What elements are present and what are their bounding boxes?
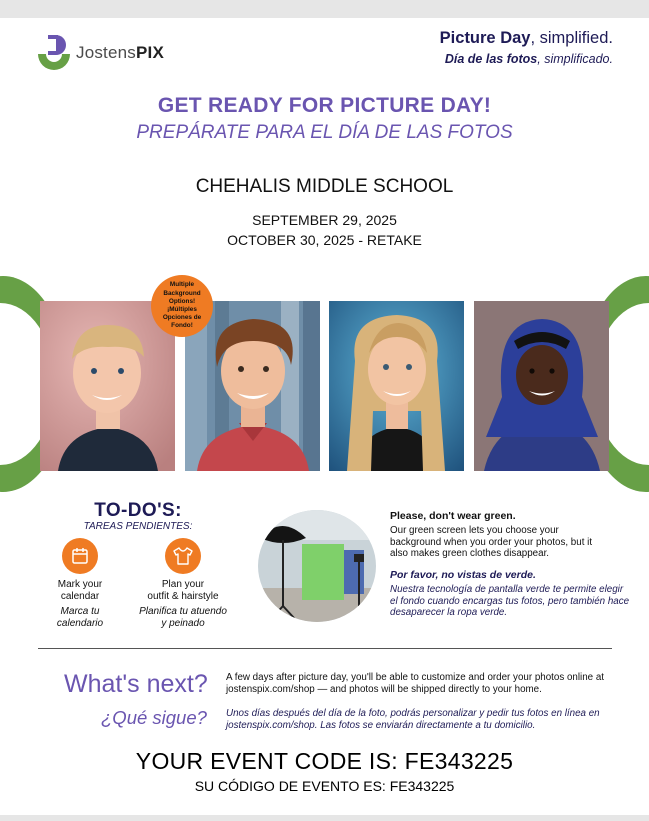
sample-portrait-1 <box>40 301 175 471</box>
todo-item-1-es: Marca tu calendario <box>56 606 104 629</box>
sample-portrait-4 <box>474 301 609 471</box>
green-screen-studio-photo <box>258 510 376 622</box>
no-green-heading: Please, don't wear green. <box>390 510 516 522</box>
todo-item-2-es: Planifica tu atuendo y peinado <box>139 606 227 629</box>
event-code-es: SU CÓDIGO DE EVENTO ES: FE343225 <box>194 778 455 794</box>
no-green-body: Our green screen lets you choose your background when you order your photos, but it also makes green clothes disappear. <box>390 525 593 560</box>
sample-portrait-3 <box>329 301 464 471</box>
page-title: GET READY FOR PICTURE DAY! <box>157 94 492 117</box>
logo-wordmark: JostensPIX <box>76 43 165 62</box>
picture-day-date: SEPTEMBER 29, 2025 <box>252 212 397 228</box>
tagline-es: Día de las fotos, simplificado. <box>444 52 613 66</box>
divider <box>38 648 612 649</box>
flyer-page <box>0 18 649 815</box>
jostens-logo-icon <box>36 34 72 74</box>
todo-title: TO-DO'S: <box>94 500 182 521</box>
todo-subtitle: TAREAS PENDIENTES: <box>83 521 193 532</box>
whats-next-heading: What's next? <box>64 670 208 698</box>
jostenspix-logo <box>36 34 176 74</box>
tagline-en: Picture Day, simplified. <box>439 29 613 47</box>
todo-item-1-en: Mark your calendar <box>57 579 103 602</box>
shirt-icon <box>165 538 201 574</box>
whats-next-body-es: Unos días después del día de la foto, podrás personalizar y pedir tus fotos en línea en jostenspix.com/shop. Las fotos se enviarán directamente a tu domicilio. <box>226 708 600 732</box>
retake-date: OCTOBER 30, 2025 - RETAKE <box>227 232 422 248</box>
no-green-heading-es: Por favor, no vistas de verde. <box>390 569 536 581</box>
page-title-es: PREPÁRATE PARA EL DÍA DE LAS FOTOS <box>136 122 513 143</box>
event-code: YOUR EVENT CODE IS: FE343225 <box>135 748 514 774</box>
no-green-body-es: Nuestra tecnología de pantalla verde te permite elegir el fondo cuando encargas tus fotos, pero también hace desaparecer la ropa verde. <box>390 584 630 619</box>
todo-item-2-en: Plan your outfit & hairstyle <box>147 579 219 602</box>
calendar-icon <box>62 538 98 574</box>
whats-next-heading-es: ¿Qué sigue? <box>101 707 207 728</box>
school-name: CHEHALIS MIDDLE SCHOOL <box>195 176 454 197</box>
background-options-badge: Multiple Background Options! ¡Múltiples Opciones de Fondo! <box>151 275 213 337</box>
whats-next-body: A few days after picture day, you'll be able to customize and order your photos online at jostenspix.com/shop — and photos will be shipped directly to your home. <box>226 672 604 696</box>
